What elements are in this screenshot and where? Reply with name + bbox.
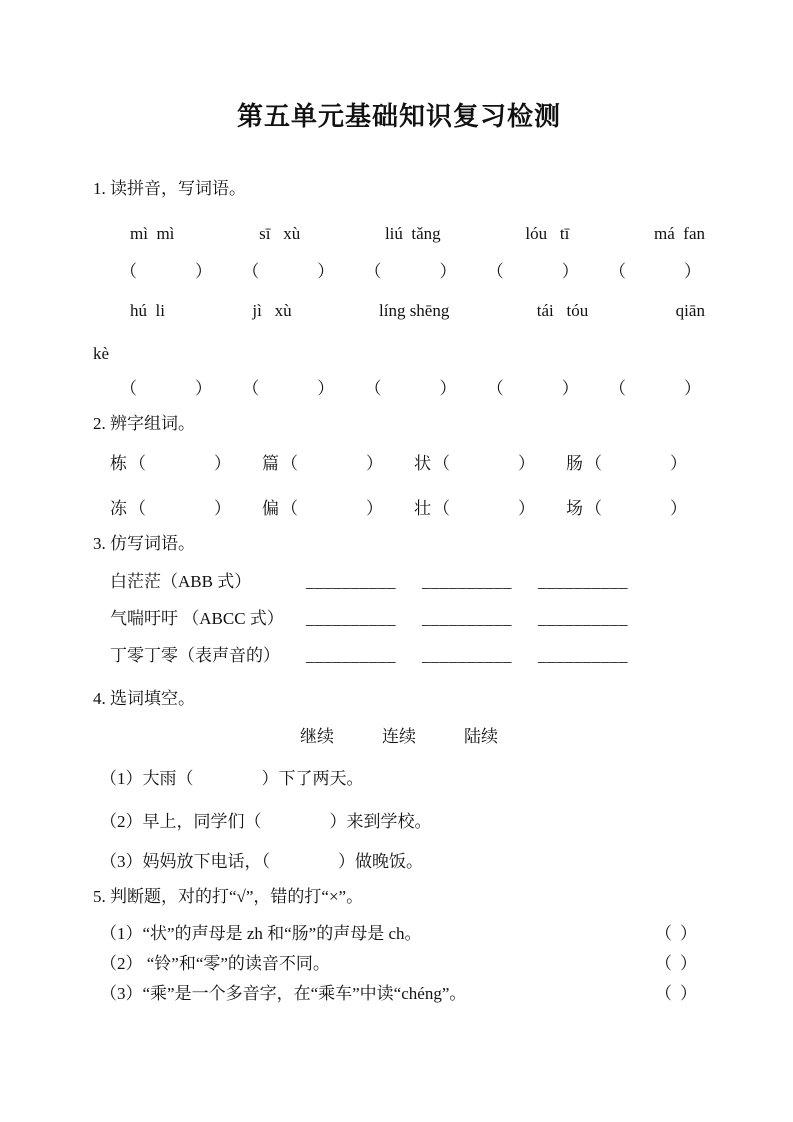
blank-line: __________ xyxy=(422,609,512,628)
paren-open: （ xyxy=(655,924,672,943)
paren-close: ） xyxy=(195,262,212,281)
answer-brackets xyxy=(242,261,334,283)
character: 篇 xyxy=(262,454,279,473)
answer-brackets xyxy=(120,378,212,400)
paren-close: ） xyxy=(561,379,579,398)
answer-brackets xyxy=(433,453,535,475)
answer-brackets xyxy=(487,261,579,283)
blank-line: __________ xyxy=(538,609,628,628)
pinyin-word: sī xù xyxy=(259,224,301,243)
q5-item-2 xyxy=(93,953,705,975)
answer-brackets xyxy=(487,378,579,400)
answer-brackets xyxy=(120,261,212,283)
char-word-item xyxy=(262,498,383,520)
blank-line: __________ xyxy=(422,572,512,591)
paren-close: ） xyxy=(518,454,535,473)
paren-close: ） xyxy=(366,454,383,473)
character: 状 xyxy=(414,454,431,473)
q1-pinyin-row-2 xyxy=(130,300,705,322)
q5-item-3 xyxy=(93,983,705,1005)
q2-heading: 2. 辨字组词。 xyxy=(93,414,195,433)
char-word-item xyxy=(110,453,231,475)
q2-row-1 xyxy=(93,453,705,475)
fill-blank-sentence: （1）大雨（ ）下了两天。 xyxy=(100,769,364,788)
answer-brackets xyxy=(655,923,697,945)
character: 壮 xyxy=(414,499,431,518)
pattern-label: 丁零丁零（表声音的） xyxy=(110,646,280,665)
answer-brackets xyxy=(433,498,535,520)
paren-close: ） xyxy=(680,924,697,943)
q1-heading: 1. 读拼音，写词语。 xyxy=(93,179,246,198)
answer-brackets xyxy=(655,953,697,975)
question-2 xyxy=(93,413,705,520)
character: 冻 xyxy=(110,499,127,518)
answer-brackets xyxy=(609,261,701,283)
blank-line: __________ xyxy=(538,572,628,591)
q3-heading: 3. 仿写词语。 xyxy=(93,534,195,553)
q5-heading: 5. 判断题，对的打“√”，错的打“×”。 xyxy=(93,887,364,906)
word-bank-option: 连续 xyxy=(382,727,416,746)
blank-line: __________ xyxy=(422,646,512,665)
paren-open: （ xyxy=(433,454,450,473)
char-word-item xyxy=(110,498,231,520)
pattern-label: 白茫茫（ABB 式） xyxy=(110,572,252,591)
pinyin-word: má fan xyxy=(654,224,705,243)
paren-close: ） xyxy=(670,499,687,518)
pinyin-word: jì xù xyxy=(252,301,292,320)
paren-close: ） xyxy=(317,262,335,281)
question-1 xyxy=(93,178,705,400)
answer-brackets xyxy=(365,261,457,283)
paren-open: （ xyxy=(364,262,382,281)
pinyin-word: mì mì xyxy=(130,224,175,243)
q3-row-2 xyxy=(93,608,705,630)
answer-brackets xyxy=(585,453,687,475)
char-word-item xyxy=(262,453,383,475)
paren-close: ） xyxy=(684,379,701,398)
pattern-label: 气喘吁吁 （ABCC 式） xyxy=(110,609,284,628)
char-word-item xyxy=(414,453,535,475)
paren-open: （ xyxy=(364,379,382,398)
q5-item-1 xyxy=(93,923,705,945)
page-title: 第五单元基础知识复习检测 xyxy=(236,102,561,131)
word-bank xyxy=(93,726,705,748)
char-word-item xyxy=(414,498,535,520)
paren-close: ） xyxy=(561,262,579,281)
q1-pinyin-row-1 xyxy=(130,223,705,245)
paren-open: （ xyxy=(585,499,602,518)
q1-bracket-row-2 xyxy=(120,378,701,400)
question-5 xyxy=(93,886,705,1005)
paren-close: ） xyxy=(317,379,335,398)
paren-open: （ xyxy=(129,454,146,473)
blank-lines xyxy=(306,608,628,630)
answer-brackets xyxy=(129,498,231,520)
question-4 xyxy=(93,688,705,873)
pinyin-word: líng shēng xyxy=(379,301,450,320)
answer-brackets xyxy=(242,378,334,400)
pinyin-word: qiān xyxy=(675,301,705,320)
paren-open: （ xyxy=(433,499,450,518)
q1-pinyin-wrap: kè xyxy=(93,344,110,363)
paren-open: （ xyxy=(655,984,672,1003)
paren-open: （ xyxy=(486,262,504,281)
paren-close: ） xyxy=(439,262,457,281)
blank-line: __________ xyxy=(306,572,396,591)
blank-line: __________ xyxy=(306,609,396,628)
paren-open: （ xyxy=(281,454,298,473)
pinyin-word: lóu tī xyxy=(525,224,570,243)
word-bank-option: 继续 xyxy=(300,727,334,746)
answer-brackets xyxy=(365,378,457,400)
answer-brackets xyxy=(281,453,383,475)
judgment-statement: （2） “铃”和“零”的读音不同。 xyxy=(100,954,330,973)
paren-open: （ xyxy=(609,379,626,398)
paren-open: （ xyxy=(242,379,260,398)
character: 栋 xyxy=(110,454,127,473)
paren-open: （ xyxy=(655,954,672,973)
pinyin-word: hú li xyxy=(130,301,165,320)
pinyin-word: tái tóu xyxy=(536,301,589,320)
fill-blank-sentence: （3）妈妈放下电话，（ ）做晚饭。 xyxy=(100,852,423,871)
judgment-statement: （1）“状”的声母是 zh 和“肠”的声母是 ch。 xyxy=(100,924,422,943)
paren-open: （ xyxy=(120,262,137,281)
paren-open: （ xyxy=(486,379,504,398)
paren-close: ） xyxy=(366,499,383,518)
blank-lines xyxy=(306,571,628,593)
answer-brackets xyxy=(655,983,697,1005)
paren-close: ） xyxy=(680,954,697,973)
q3-row-3 xyxy=(93,645,705,667)
character: 肠 xyxy=(566,454,583,473)
paren-close: ） xyxy=(214,499,231,518)
q4-heading: 4. 选词填空。 xyxy=(93,689,195,708)
paren-close: ） xyxy=(680,984,697,1003)
paren-close: ） xyxy=(684,262,701,281)
answer-brackets xyxy=(129,453,231,475)
q3-row-1 xyxy=(93,571,705,593)
pinyin-word: liú tǎng xyxy=(384,224,441,243)
question-3 xyxy=(93,533,705,667)
paren-open: （ xyxy=(585,454,602,473)
answer-brackets xyxy=(585,498,687,520)
paren-close: ） xyxy=(439,379,457,398)
char-word-item xyxy=(566,453,687,475)
paren-open: （ xyxy=(609,262,626,281)
char-word-item xyxy=(566,498,687,520)
judgment-statement: （3）“乘”是一个多音字，在“乘车”中读“chéng”。 xyxy=(100,984,467,1003)
paren-open: （ xyxy=(281,499,298,518)
word-bank-option: 陆续 xyxy=(464,727,498,746)
paren-close: ） xyxy=(670,454,687,473)
answer-brackets xyxy=(281,498,383,520)
character: 偏 xyxy=(262,499,279,518)
fill-blank-sentence: （2）早上，同学们（ ）来到学校。 xyxy=(100,812,432,831)
blank-lines xyxy=(306,645,628,667)
paren-open: （ xyxy=(129,499,146,518)
q2-row-2 xyxy=(93,498,705,520)
character: 场 xyxy=(566,499,583,518)
paren-close: ） xyxy=(214,454,231,473)
answer-brackets xyxy=(609,378,701,400)
paren-open: （ xyxy=(120,379,137,398)
blank-line: __________ xyxy=(538,646,628,665)
blank-line: __________ xyxy=(306,646,396,665)
q1-bracket-row-1 xyxy=(120,261,701,283)
paren-close: ） xyxy=(518,499,535,518)
paren-open: （ xyxy=(242,262,260,281)
paren-close: ） xyxy=(195,379,212,398)
